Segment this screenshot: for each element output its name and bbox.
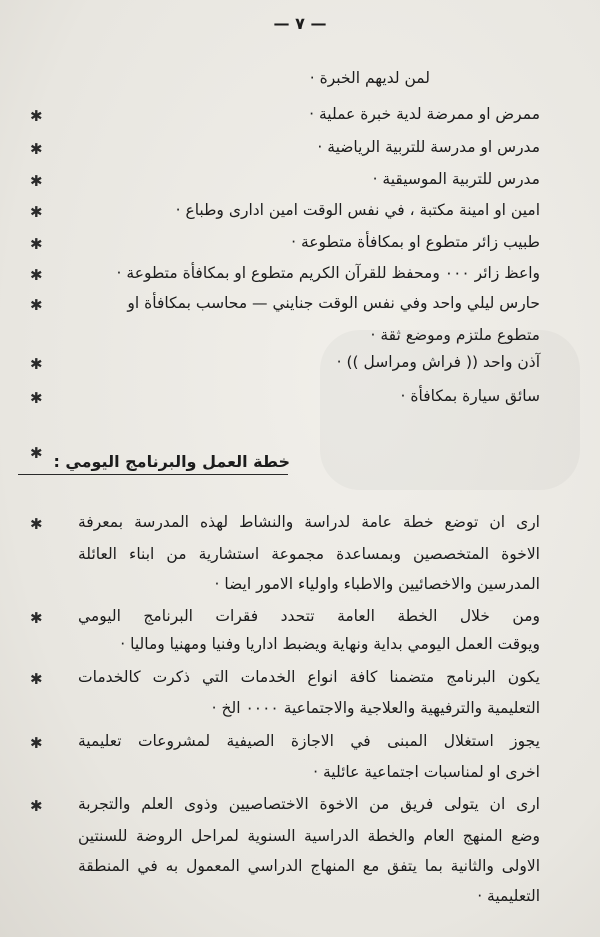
paragraph-line: يجوز استغلال المبنى في الاجازة الصيفية لمشروعات تعليمية: [78, 732, 540, 750]
heading-rule: [18, 474, 288, 475]
section-heading: خطة العمل والبرنامج اليومي :: [53, 452, 290, 471]
page-number: — ٧ —: [273, 14, 327, 33]
paragraph-line: اخرى او لمناسبات اجتماعية عائلية ·: [313, 763, 540, 781]
list-item: واعظ زائر ٠٠٠ ومحفظ للقرآن الكريم متطوع او بمكافأة متطوعة ·: [116, 264, 540, 282]
bullet-mark: ✱: [30, 444, 43, 462]
paragraph-line: ارى ان توضع خطة عامة لدراسة والنشاط لهذه المدرسة بمعرفة: [78, 513, 540, 531]
bullet-mark: ✱: [30, 266, 43, 284]
bullet-mark: ✱: [30, 797, 43, 815]
list-item: ممرض او ممرضة لدية خبرة عملية ·: [309, 105, 540, 123]
bullet-mark: ✱: [30, 107, 43, 125]
paragraph-line: المدرسين والاخصائيين والاطباء واولياء الامور ايضا ·: [214, 575, 540, 593]
paragraph-line: الاولى والثانية بما يتفق مع المنهاج الدراسي المعمول به في المنطقة: [78, 857, 540, 875]
list-item: سائق سيارة بمكافأة ·: [400, 387, 540, 405]
bullet-mark: ✱: [30, 235, 43, 253]
paragraph-line: وضع المنهج العام والخطة الدراسية السنوية لمراحل الروضة للسنتين: [78, 827, 540, 845]
bullet-mark: ✱: [30, 355, 43, 373]
bullet-mark: ✱: [30, 172, 43, 190]
bullet-mark: ✱: [30, 140, 43, 158]
bullet-mark: ✱: [30, 734, 43, 752]
list-item: مدرس للتربية الموسيقية ·: [372, 170, 540, 188]
paragraph-line: التعليمية ·: [477, 887, 540, 905]
list-item: امين او امينة مكتبة ، في نفس الوقت امين ادارى وطباع ·: [175, 201, 540, 219]
paragraph-line: ارى ان يتولى فريق من الاخوة الاختصاصيين وذوى العلم والتجربة: [78, 795, 540, 813]
paragraph-line: يكون البرنامج متضمنا كافة انواع الخدمات التي ذكرت كالخدمات: [78, 668, 540, 686]
list-item: آذن واحد (( فراش ومراسل )) ·: [336, 353, 540, 371]
section-title: لمن لديهم الخبرة ·: [309, 69, 430, 87]
paragraph-line: التعليمية والترفيهية والعلاجية والاجتماعية ٠٠٠٠ الخ ·: [211, 699, 540, 717]
list-item: حارس ليلي واحد وفي نفس الوقت جنايني — محاسب بمكافأة او: [127, 294, 540, 312]
list-item: طبيب زائر متطوع او بمكافأة متطوعة ·: [291, 233, 540, 251]
bullet-mark: ✱: [30, 670, 43, 688]
bullet-mark: ✱: [30, 609, 43, 627]
bullet-mark: ✱: [30, 389, 43, 407]
bullet-mark: ✱: [30, 296, 43, 314]
list-item: مدرس او مدرسة للتربية الرياضية ·: [317, 138, 540, 156]
paragraph-line: الاخوة المتخصصين وبمساعدة مجموعة استشارية من ابناء العائلة: [78, 545, 540, 563]
paragraph-line: ويوقت العمل اليومي بداية ونهاية ويضبط اداريا وفنيا ومهنيا وماليا ·: [120, 635, 540, 653]
bullet-mark: ✱: [30, 515, 43, 533]
paragraph-line: ومن خلال الخطة العامة تتحدد فقرات البرنامج اليومي: [78, 607, 540, 625]
list-item-continuation: متطوع ملتزم وموضع ثقة ·: [370, 326, 540, 344]
bullet-mark: ✱: [30, 203, 43, 221]
